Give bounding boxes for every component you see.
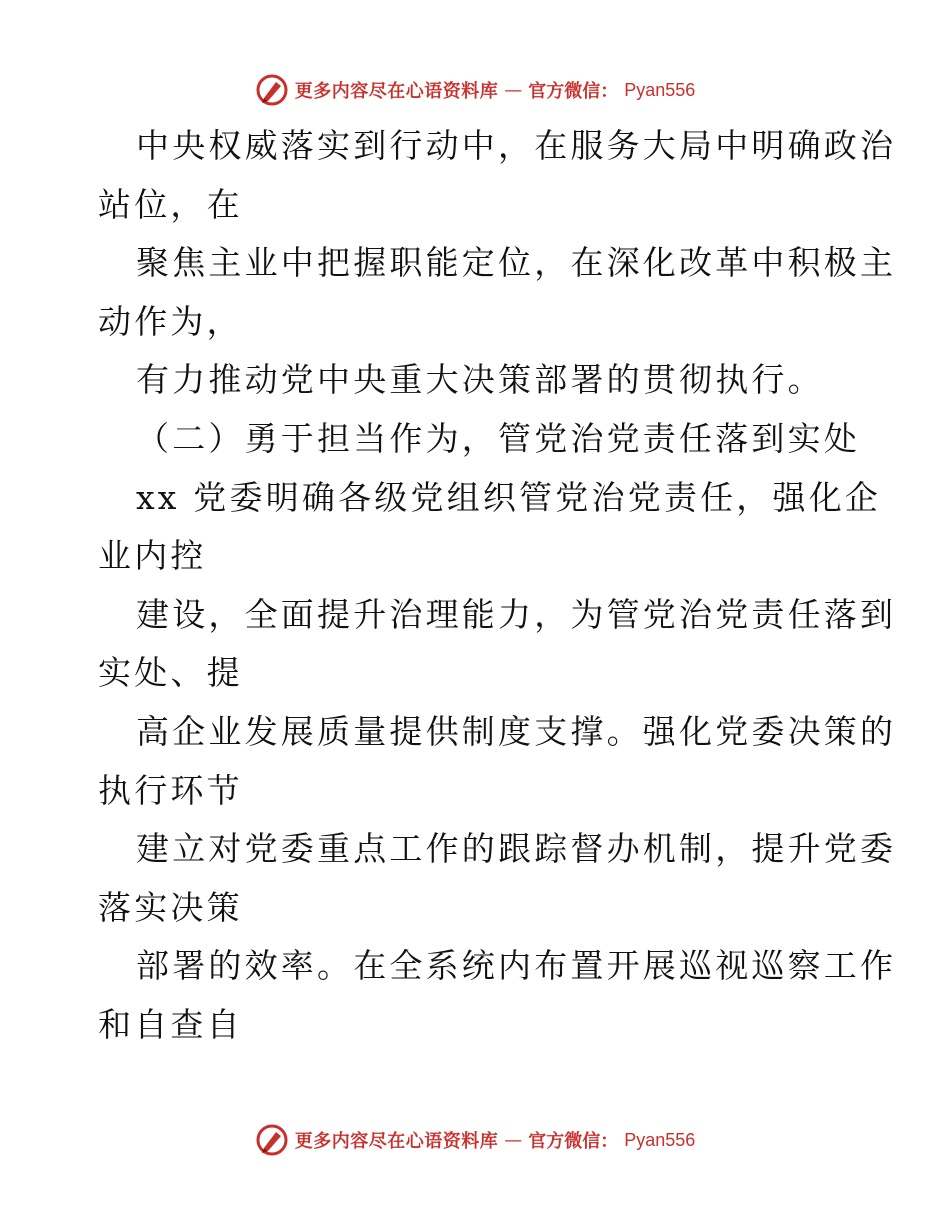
text-line: 业内控 — [98, 536, 207, 576]
pen-nib-circle-logo-icon — [255, 1123, 289, 1157]
text-line: xx 党委明确各级党组织管党治党责任，强化企 — [136, 477, 882, 517]
banner-wechat-handle: Pyan556 — [624, 79, 696, 100]
banner-brand-text: 更多内容尽在心语资料库 — [294, 1131, 499, 1152]
text-line: 中央权威落实到行动中，在服务大局中明确政治 — [136, 126, 897, 165]
header-watermark — [0, 70, 950, 110]
text-line: 部署的效率。在全系统内布置开展巡视巡察工作 — [136, 946, 897, 986]
text-line: 站位，在 — [98, 184, 243, 224]
banner-brand-text: 更多内容尽在心语资料库 — [294, 81, 499, 102]
pen-nib-circle-logo-icon — [255, 73, 289, 107]
text-line: 和自查自 — [98, 1004, 243, 1044]
text-line: 实处、提 — [98, 653, 243, 693]
banner-separator: — — [504, 79, 523, 101]
text-line: 建立对党委重点工作的跟踪督办机制，提升党委 — [136, 829, 897, 869]
document-body — [98, 117, 897, 1055]
banner-wechat-label: 官方微信： — [528, 1131, 619, 1152]
text-line: 动作为， — [98, 301, 243, 341]
text-line: 有力推动党中央重大决策部署的贯彻执行。 — [136, 360, 824, 400]
text-line: 聚焦主业中把握职能定位，在深化改革中积极主 — [136, 243, 897, 283]
text-line: 落实决策 — [98, 887, 243, 927]
text-line: 执行环节 — [98, 770, 243, 810]
banner-wechat-handle: Pyan556 — [624, 1129, 696, 1150]
banner-separator: — — [504, 1129, 523, 1151]
text-line: 建设，全面提升治理能力，为管党治党责任落到 — [136, 594, 897, 634]
footer-watermark — [0, 1120, 950, 1160]
text-line: 高企业发展质量提供制度支撑。强化党委决策的 — [136, 711, 897, 751]
banner-wechat-label: 官方微信： — [528, 81, 619, 102]
text-line: （二）勇于担当作为，管党治党责任落到实处 — [136, 418, 860, 458]
